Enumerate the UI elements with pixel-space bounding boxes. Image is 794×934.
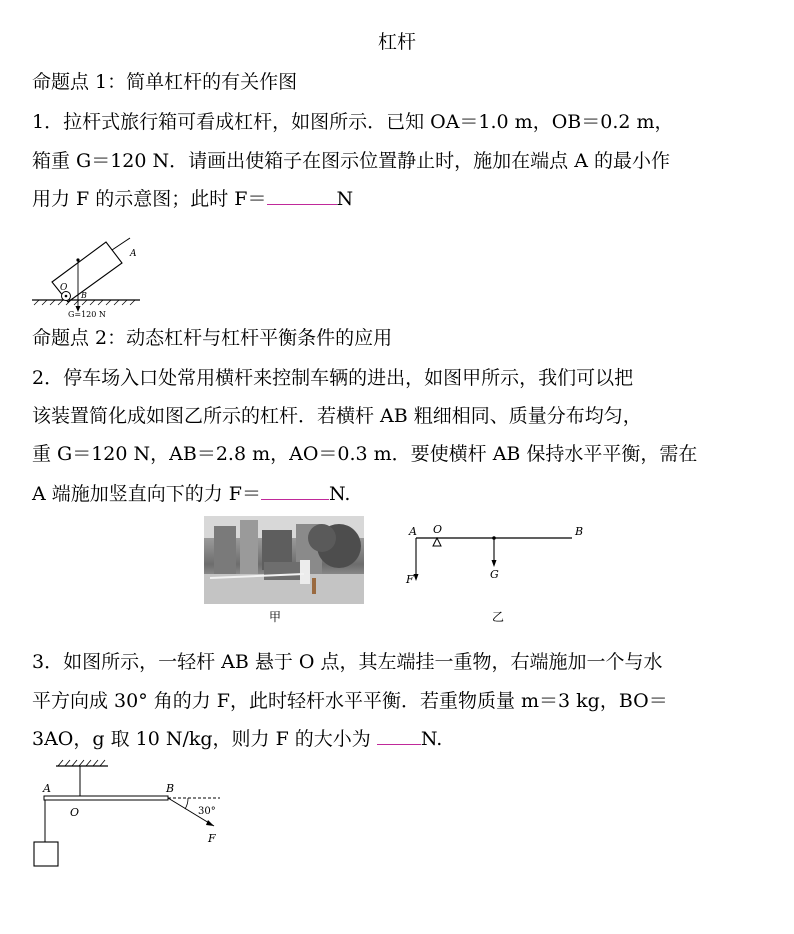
- q3-label-f: F: [208, 832, 216, 845]
- q2-line-1: 2．停车场入口处常用横杆来控制车辆的进出，如图甲所示，我们可以把: [32, 367, 634, 389]
- q1-line-2: 箱重 G＝120 N．请画出使箱子在图示位置静止时，施加在端点 A 的最小作: [32, 150, 670, 172]
- parking-gate-photo: [204, 516, 364, 604]
- section-2-heading: 命题点 2：动态杠杆与杠杆平衡条件的应用: [32, 327, 393, 349]
- q3-label-b: B: [166, 782, 175, 795]
- q3-unit: N.: [420, 728, 443, 750]
- q3-line-3-prefix: 3AO，g 取 10 N/kg，则力 F 的大小为: [32, 728, 377, 750]
- q1-line-1: 1．拉杆式旅行箱可看成杠杆，如图所示．已知 OA＝1.0 m，OB＝0.2 m，: [32, 111, 674, 133]
- q2-line-3: 重 G＝120 N，AB＝2.8 m，AO＝0.3 m．要使横杆 AB 保持水平平衡，需在: [32, 443, 698, 465]
- q1-suitcase-figure: [30, 236, 160, 320]
- q3-line-3: [32, 726, 442, 751]
- q3-label-angle: 30°: [198, 806, 216, 817]
- q1-label-b: B: [81, 291, 87, 300]
- q3-label-a: A: [43, 782, 51, 795]
- q3-rod-figure: [28, 758, 228, 870]
- q2-answer-blank[interactable]: [261, 481, 329, 500]
- q2-line-4: [32, 481, 350, 506]
- page-title: 杠杆: [377, 31, 416, 53]
- q1-label-g: G=120 N: [68, 310, 106, 319]
- q1-answer-blank[interactable]: [267, 186, 337, 205]
- caption-jia: 甲: [269, 610, 282, 624]
- q1-label-o: O: [60, 283, 68, 293]
- q2-label-f: F: [406, 573, 414, 586]
- q1-unit: N: [336, 188, 354, 210]
- q3-line-1: 3．如图所示，一轻杆 AB 悬于 O 点，其左端挂一重物，右端施加一个与水: [32, 651, 663, 673]
- q2-label-o: O: [433, 523, 443, 536]
- q2-lever-figure: [402, 520, 594, 596]
- q3-line-2: 平方向成 30° 角的力 F，此时轻杆水平平衡．若重物质量 m＝3 kg，BO＝: [32, 690, 668, 712]
- q1-line-3: [32, 186, 353, 211]
- caption-yi: 乙: [492, 610, 505, 624]
- q2-label-b: B: [575, 525, 584, 538]
- q2-line-4-prefix: A 端施加竖直向下的力 F＝: [32, 483, 261, 505]
- q3-answer-blank[interactable]: [377, 726, 421, 745]
- q1-line-3-prefix: 用力 F 的示意图；此时 F＝: [32, 188, 267, 210]
- section-1-heading: 命题点 1：简单杠杆的有关作图: [32, 71, 298, 93]
- q1-label-a: A: [130, 249, 137, 259]
- q2-label-a: A: [409, 525, 417, 538]
- q2-label-g: G: [490, 568, 499, 581]
- q3-label-o: O: [70, 806, 80, 819]
- q2-unit: N.: [328, 483, 351, 505]
- q2-line-2: 该装置简化成如图乙所示的杠杆．若横杆 AB 粗细相同、质量分布均匀，: [32, 405, 642, 427]
